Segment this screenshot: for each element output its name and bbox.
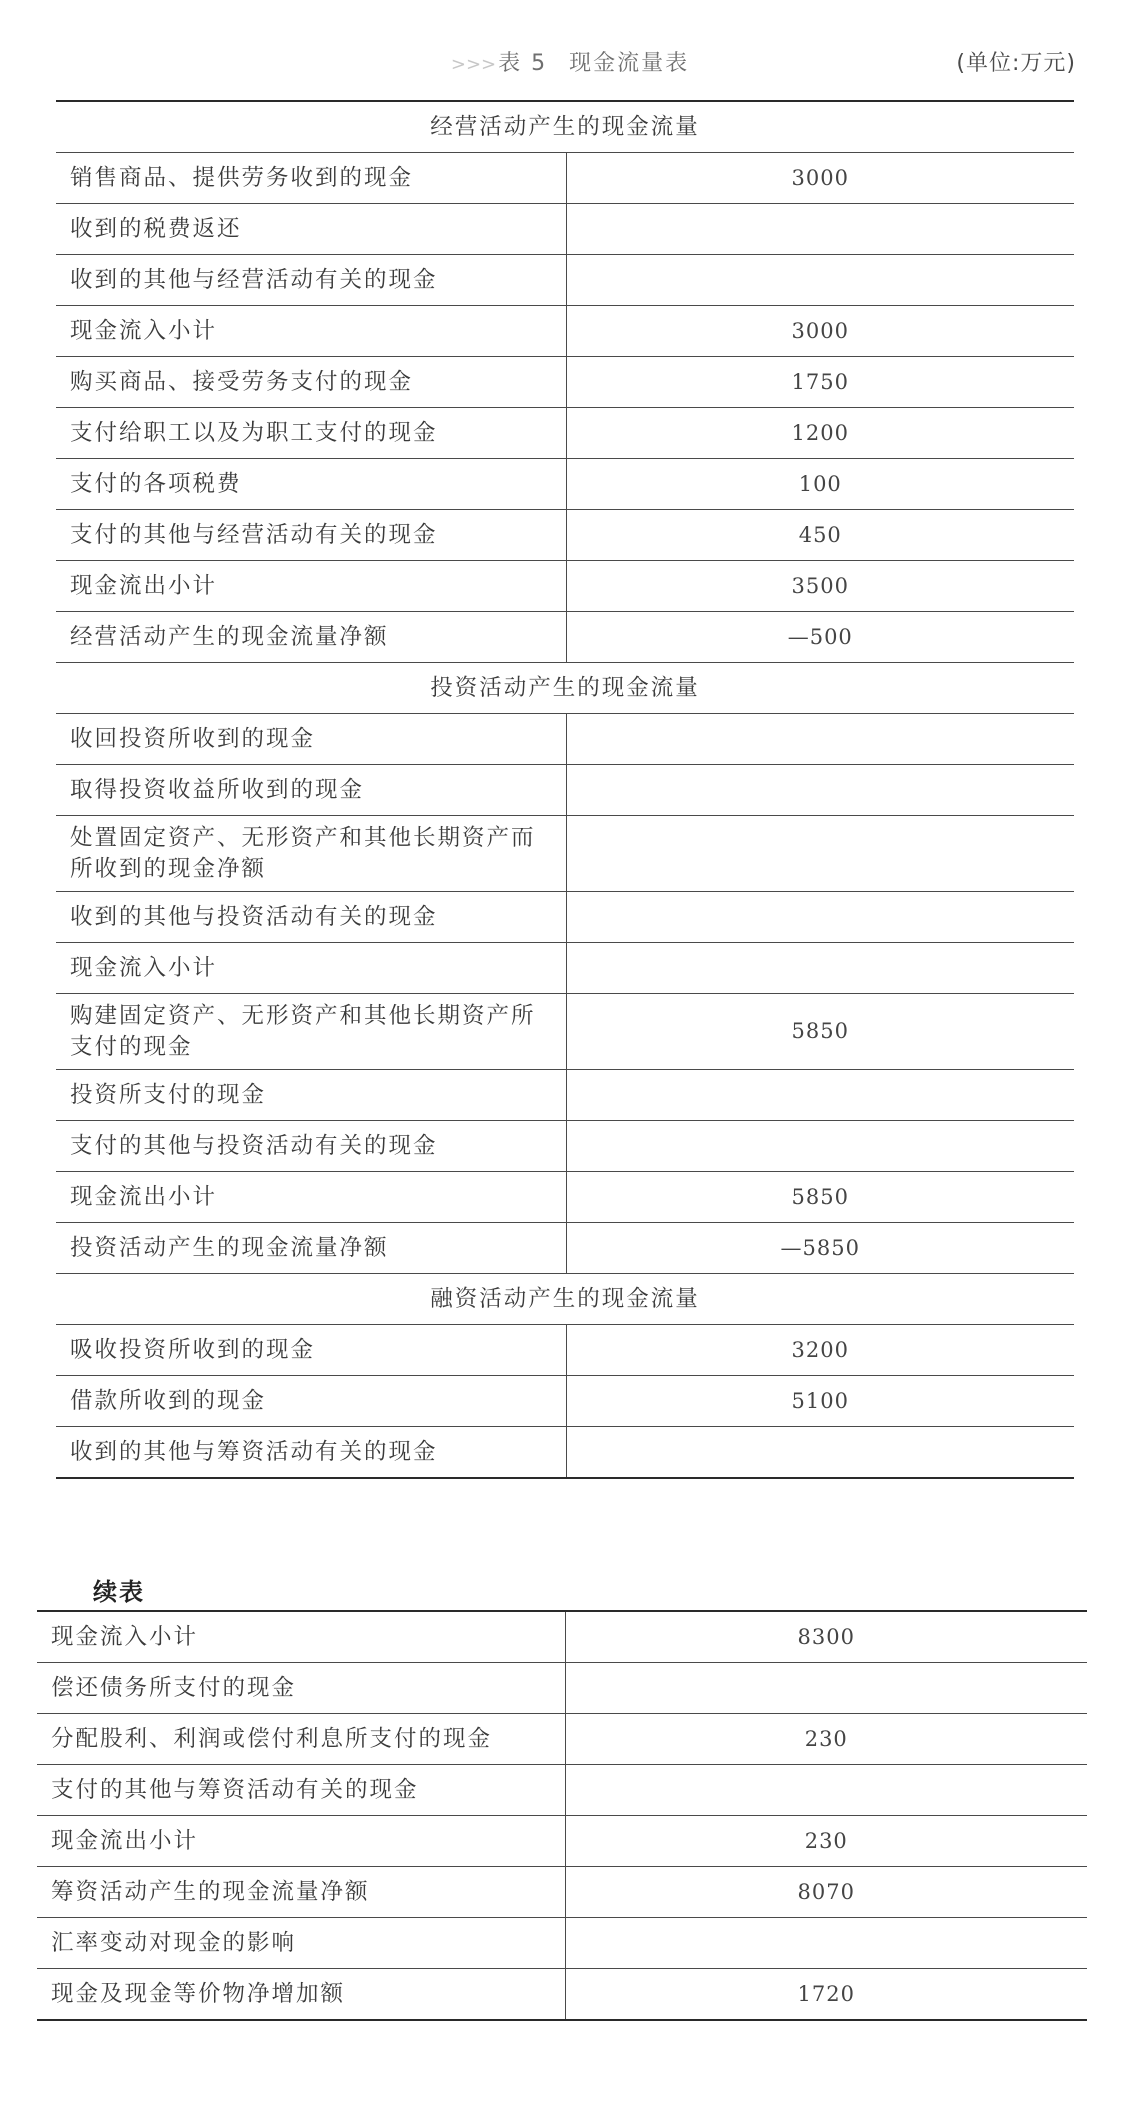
- value-cell: [566, 255, 1074, 306]
- row-label: 现金流入小计: [56, 306, 566, 357]
- row-value: 3000: [791, 318, 849, 343]
- row-label: 销售商品、提供劳务收到的现金: [56, 153, 566, 204]
- row-label: 筹资活动产生的现金流量净额: [37, 1867, 565, 1918]
- row-label: 现金流出小计: [56, 1172, 566, 1223]
- row-value: 5100: [791, 1388, 849, 1413]
- row-value: 3200: [791, 1337, 849, 1362]
- row-label: 支付的其他与投资活动有关的现金: [56, 1121, 566, 1172]
- table-row: [56, 255, 1074, 306]
- row-label: 支付的其他与筹资活动有关的现金: [37, 1765, 565, 1816]
- row-label: 分配股利、利润或偿付利息所支付的现金: [37, 1714, 565, 1765]
- row-label: 购建固定资产、无形资产和其他长期资产所支付的现金: [56, 994, 566, 1070]
- table-row: [56, 1376, 1074, 1427]
- row-value: 5850: [791, 1019, 849, 1043]
- table-row: [56, 1325, 1074, 1376]
- table-row: [37, 1765, 1087, 1816]
- value-cell: [566, 1121, 1074, 1172]
- section-title: 经营活动产生的现金流量: [56, 101, 1074, 153]
- row-value: 8070: [797, 1879, 855, 1904]
- table-row: [37, 1867, 1087, 1918]
- row-value: —5850: [780, 1235, 860, 1260]
- table-row: [56, 892, 1074, 943]
- table-row: [56, 1427, 1074, 1479]
- row-label: 现金流出小计: [56, 561, 566, 612]
- row-value: 1720: [797, 1981, 855, 2006]
- table-row: [37, 1918, 1087, 1969]
- table-title: 现金流量表: [569, 51, 690, 76]
- row-label: 收回投资所收到的现金: [56, 714, 566, 765]
- row-value: —500: [787, 624, 853, 649]
- row-label: 借款所收到的现金: [56, 1376, 566, 1427]
- row-label: 处置固定资产、无形资产和其他长期资产而所收到的现金净额: [56, 816, 566, 892]
- value-cell: [566, 765, 1074, 816]
- value-cell: [566, 306, 1074, 357]
- table-row: [56, 561, 1074, 612]
- value-cell: [566, 1172, 1074, 1223]
- table-row: [37, 1969, 1087, 2021]
- table-row: [56, 816, 1074, 892]
- caption-arrows: >>>: [450, 54, 497, 75]
- row-label: 收到的其他与投资活动有关的现金: [56, 892, 566, 943]
- row-value: 230: [804, 1828, 848, 1853]
- row-label: 吸收投资所收到的现金: [56, 1325, 566, 1376]
- table-row: [56, 1070, 1074, 1121]
- value-cell: [565, 1663, 1087, 1714]
- row-label: 支付给职工以及为职工支付的现金: [56, 408, 566, 459]
- row-label: 经营活动产生的现金流量净额: [56, 612, 566, 663]
- row-value: 5850: [791, 1184, 849, 1209]
- section-title: 融资活动产生的现金流量: [56, 1274, 1074, 1325]
- table-row: [56, 1223, 1074, 1274]
- table-row: [56, 153, 1074, 204]
- value-cell: [566, 204, 1074, 255]
- page-header: [0, 46, 1140, 76]
- row-label: 现金及现金等价物净增加额: [37, 1969, 565, 2021]
- table-row: [56, 765, 1074, 816]
- row-label: 收到的税费返还: [56, 204, 566, 255]
- row-label: 购买商品、接受劳务支付的现金: [56, 357, 566, 408]
- table-row: [37, 1816, 1087, 1867]
- row-value: 230: [804, 1726, 848, 1751]
- unit-label: (单位:万元): [956, 51, 1076, 76]
- row-label: 取得投资收益所收到的现金: [56, 765, 566, 816]
- value-cell: [566, 408, 1074, 459]
- value-cell: [566, 1376, 1074, 1427]
- row-value: 3500: [791, 573, 849, 598]
- value-cell: [566, 561, 1074, 612]
- value-cell: [565, 1611, 1087, 1663]
- row-label: 现金流入小计: [37, 1611, 565, 1663]
- table-row: [37, 1663, 1087, 1714]
- row-value: 1750: [791, 369, 849, 394]
- table-row: [56, 306, 1074, 357]
- row-label: 偿还债务所支付的现金: [37, 1663, 565, 1714]
- value-cell: [566, 892, 1074, 943]
- table-row: [56, 714, 1074, 765]
- value-cell: [565, 1714, 1087, 1765]
- value-cell: [565, 1867, 1087, 1918]
- row-value: 3000: [791, 165, 849, 190]
- value-cell: [566, 1070, 1074, 1121]
- value-cell: [566, 510, 1074, 561]
- value-cell: [566, 714, 1074, 765]
- row-value: 1200: [791, 420, 849, 445]
- value-cell: [566, 1427, 1074, 1479]
- table-row: [37, 1611, 1087, 1663]
- cash-flow-table-continued: [37, 1610, 1087, 2021]
- table-row: [56, 1172, 1074, 1223]
- table-row: [56, 357, 1074, 408]
- row-label: 汇率变动对现金的影响: [37, 1918, 565, 1969]
- table-row: [56, 408, 1074, 459]
- section-header-row: [56, 101, 1074, 153]
- row-label: 收到的其他与经营活动有关的现金: [56, 255, 566, 306]
- value-cell: [566, 994, 1074, 1070]
- value-cell: [566, 1325, 1074, 1376]
- table-number: 表 5: [498, 51, 548, 76]
- section-title: 投资活动产生的现金流量: [56, 663, 1074, 714]
- row-label: 现金流入小计: [56, 943, 566, 994]
- value-cell: [565, 1969, 1087, 2021]
- value-cell: [566, 153, 1074, 204]
- row-label: 支付的各项税费: [56, 459, 566, 510]
- row-label: 收到的其他与筹资活动有关的现金: [56, 1427, 566, 1479]
- row-label: 投资所支付的现金: [56, 1070, 566, 1121]
- value-cell: [565, 1765, 1087, 1816]
- table-row: [56, 612, 1074, 663]
- row-label: 现金流出小计: [37, 1816, 565, 1867]
- continued-label: 续表: [93, 1578, 145, 1606]
- row-label: 投资活动产生的现金流量净额: [56, 1223, 566, 1274]
- value-cell: [566, 943, 1074, 994]
- table-row: [56, 204, 1074, 255]
- section-header-row: [56, 663, 1074, 714]
- table-row: [56, 994, 1074, 1070]
- table-row: [56, 1121, 1074, 1172]
- row-value: 450: [798, 522, 842, 547]
- row-value: 100: [798, 471, 842, 496]
- value-cell: [565, 1816, 1087, 1867]
- value-cell: [566, 459, 1074, 510]
- table-row: [37, 1714, 1087, 1765]
- value-cell: [566, 357, 1074, 408]
- table-row: [56, 459, 1074, 510]
- table-row: [56, 943, 1074, 994]
- table-row: [56, 510, 1074, 561]
- value-cell: [565, 1918, 1087, 1969]
- value-cell: [566, 612, 1074, 663]
- row-label: 支付的其他与经营活动有关的现金: [56, 510, 566, 561]
- row-value: 8300: [797, 1624, 855, 1649]
- value-cell: [566, 816, 1074, 892]
- cash-flow-table: [56, 100, 1074, 1479]
- value-cell: [566, 1223, 1074, 1274]
- section-header-row: [56, 1274, 1074, 1325]
